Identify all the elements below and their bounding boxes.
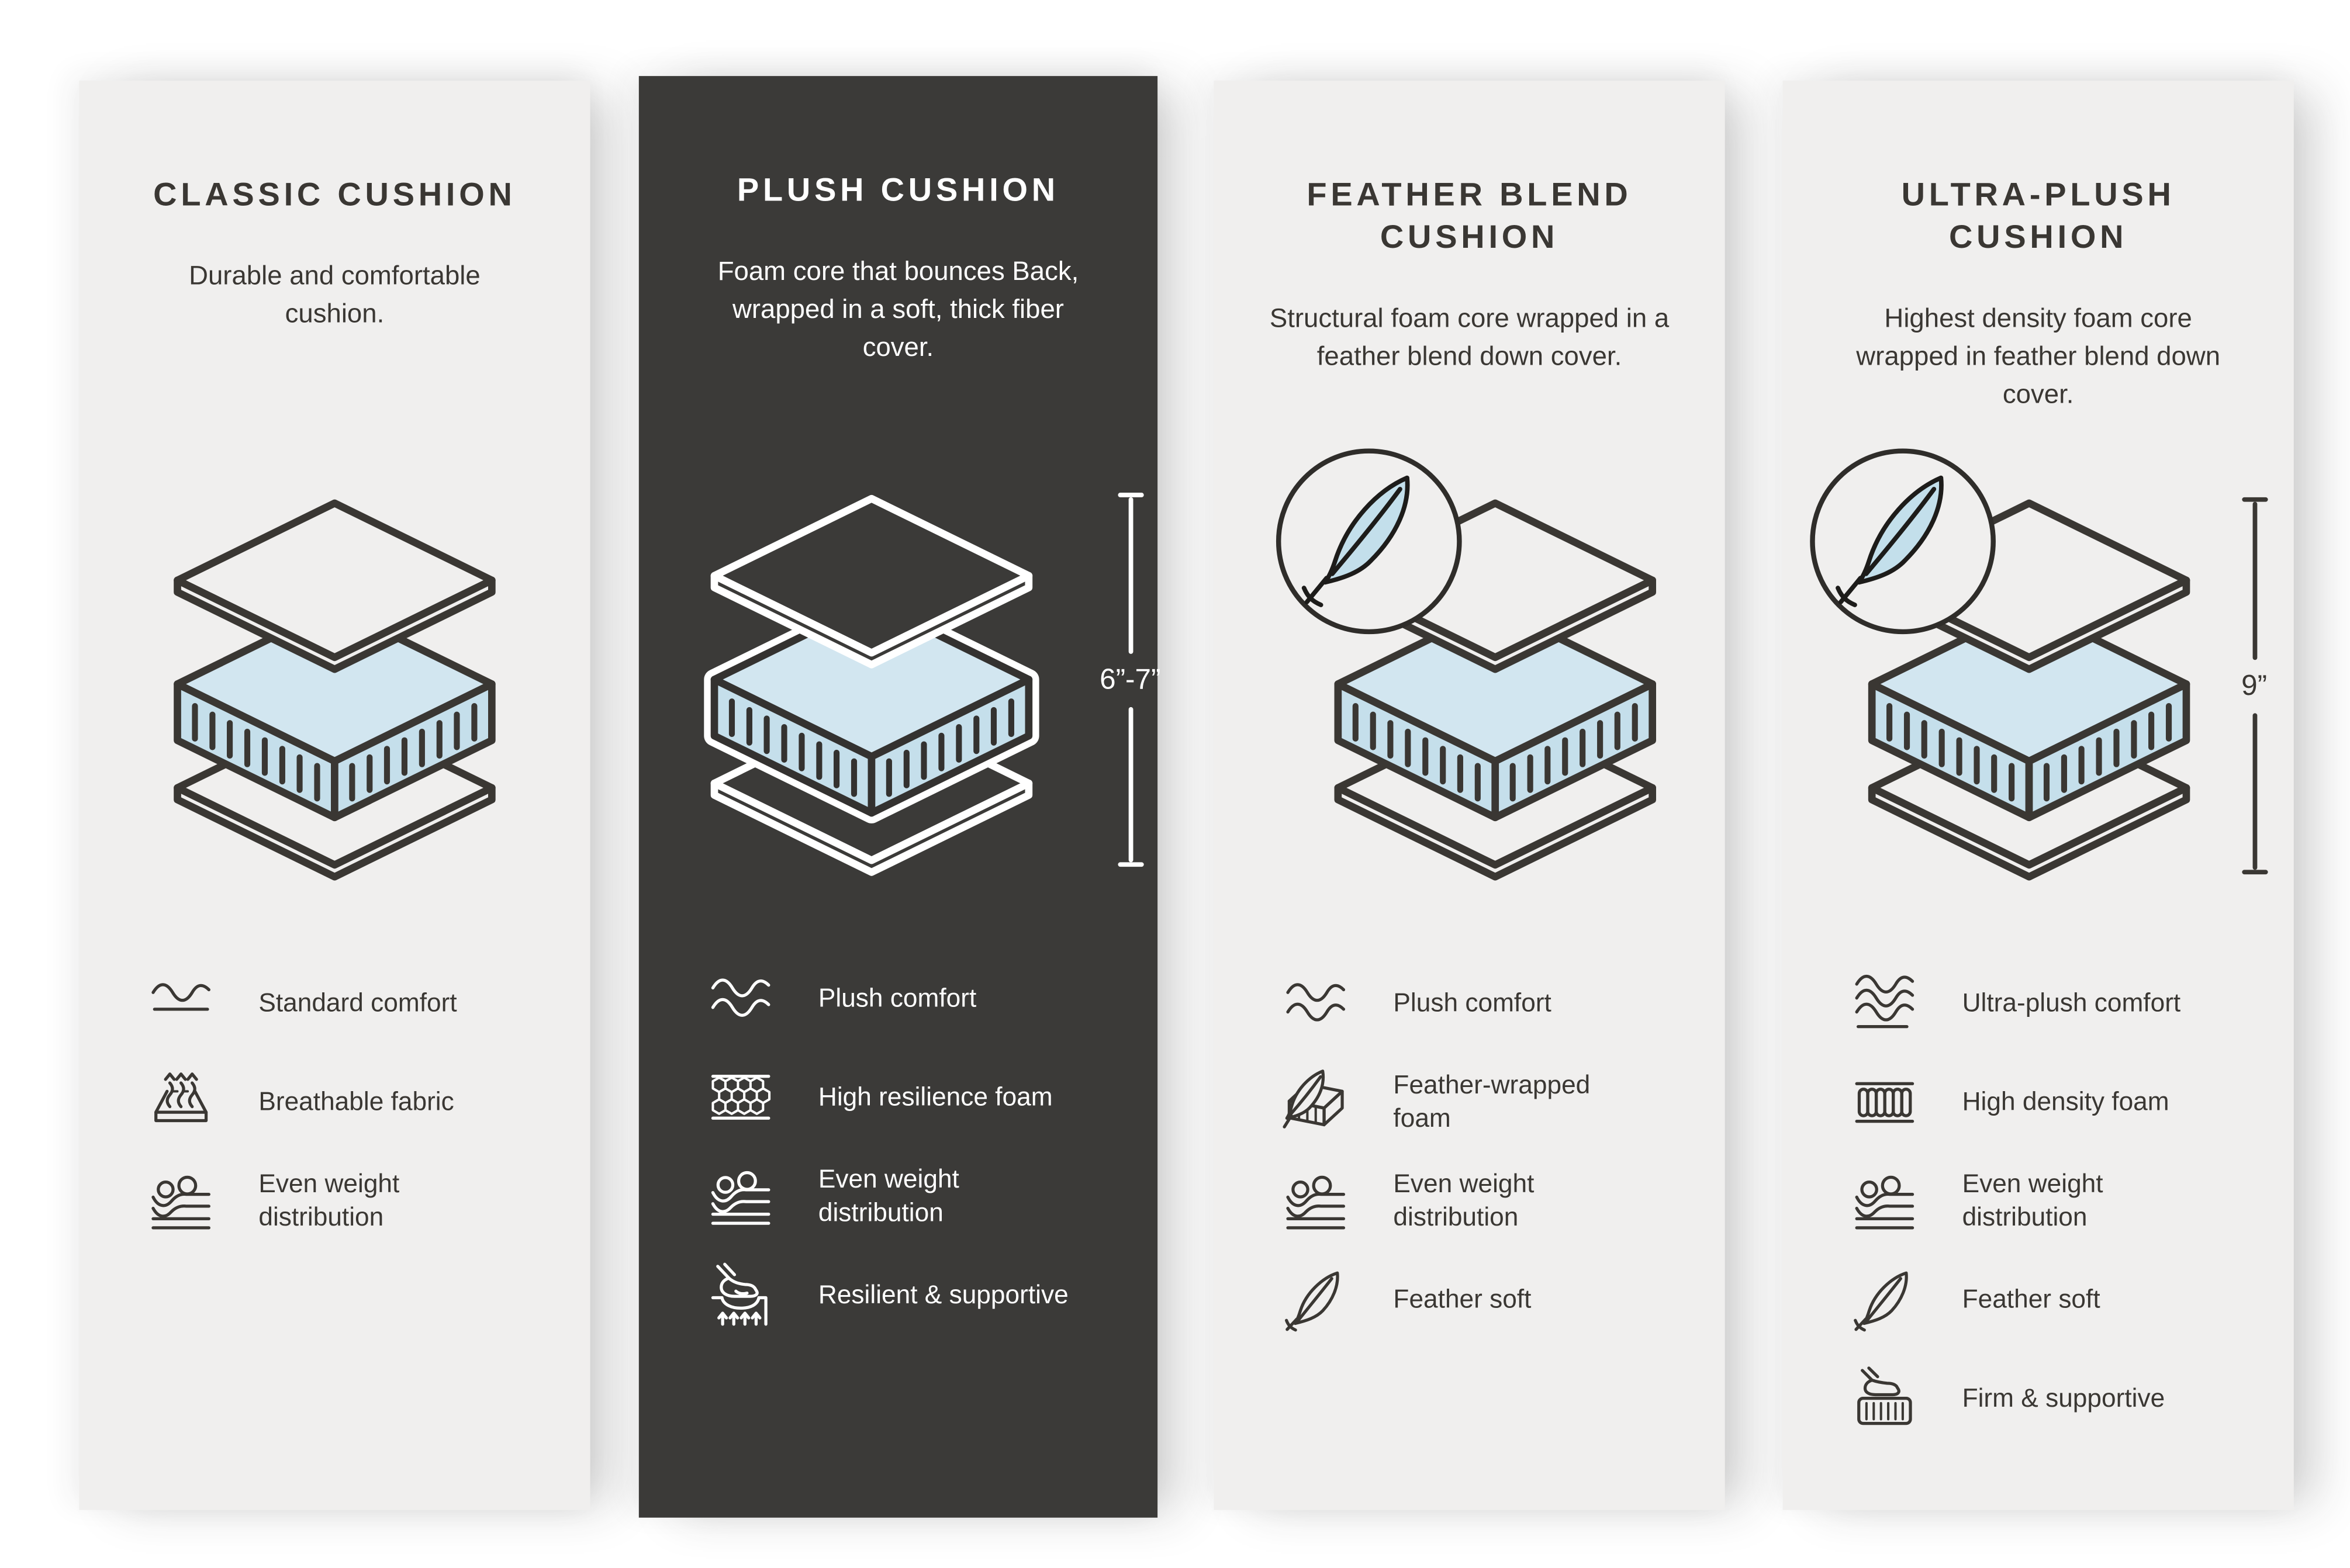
feature-label: Ultra-plush comfort: [1962, 988, 2181, 1017]
feature-label: Even weight distribution: [1962, 1168, 2103, 1232]
foam-cells-icon: [1850, 1068, 1920, 1138]
feature-item: [706, 964, 1157, 1034]
waves-single-icon: [146, 968, 216, 1039]
dimension-cap-bottom: [1117, 862, 1143, 867]
dimension-cap-top: [2241, 497, 2267, 502]
panel-title: FEATHER BLEND CUSHION: [1307, 176, 1632, 255]
panel-description: Durable and comfortable cushion.: [189, 259, 481, 328]
feature-item: [146, 1167, 590, 1237]
feature-list: [1783, 968, 2294, 1434]
feature-label: Firm & supportive: [1962, 1383, 2165, 1413]
dimension-cap-bottom: [2241, 870, 2267, 874]
foot-press-icon: [706, 1261, 776, 1331]
height-measurement-label: 9”: [2241, 670, 2268, 702]
cushion-illustration: [639, 399, 1161, 901]
feature-item: [706, 1162, 1157, 1232]
panel-description: Highest density foam core wrapped in feather blend down cover.: [1856, 302, 2221, 409]
feature-label: Standard comfort: [258, 988, 457, 1017]
feature-item: [1281, 1068, 1725, 1138]
cushion-layers-diagram: [694, 493, 1050, 889]
panel-header: [1783, 81, 2294, 409]
height-measurement-label: 6”-7”: [1100, 663, 1161, 696]
feature-label: Plush comfort: [1393, 988, 1551, 1017]
panel-classic-cushion: [79, 81, 590, 1510]
cushion-illustration: [1783, 403, 2294, 905]
feature-label: Plush comfort: [818, 983, 977, 1013]
feature-list: [1214, 968, 1725, 1335]
feature-item: [1281, 1265, 1725, 1335]
panel-plush-cushion: [639, 76, 1161, 1518]
dimension-segment-bottom: [2252, 712, 2256, 870]
panel-title: PLUSH CUSHION: [737, 172, 1060, 209]
even-weight-icon: [1850, 1167, 1920, 1237]
even-weight-icon: [1281, 1167, 1351, 1237]
panel-header: [639, 76, 1157, 399]
even-weight-icon: [146, 1167, 216, 1237]
breathable-icon: [146, 1068, 216, 1138]
feature-item: [1850, 968, 2294, 1039]
feather-foam-icon: [1281, 1068, 1351, 1138]
feature-label: High resilience foam: [818, 1082, 1053, 1112]
dimension-segment-top: [1128, 497, 1132, 653]
panel-description: Foam core that bounces Back, wrapped in a soft, thick fiber cover.: [717, 255, 1079, 362]
cushion-layers-diagram: [157, 497, 513, 894]
feather-icon: [1850, 1265, 1920, 1335]
dimension-cap-top: [1117, 493, 1143, 497]
feature-label: Feather soft: [1962, 1285, 2100, 1314]
feature-label: High density foam: [1962, 1086, 2169, 1116]
feature-item: [706, 1063, 1157, 1133]
height-dimension-line: [2227, 497, 2282, 874]
foot-firm-icon: [1850, 1364, 1920, 1434]
feature-item: [1281, 968, 1725, 1039]
feature-item: [146, 1068, 590, 1138]
feature-item: [146, 968, 590, 1039]
panel-ultra-plush-cushion: [1783, 81, 2294, 1510]
cushion-illustration: [79, 403, 590, 905]
feature-label: Even weight distribution: [1393, 1168, 1535, 1232]
feature-label: Breathable fabric: [258, 1086, 454, 1116]
cushion-illustration: [1214, 403, 1725, 905]
feather-circle-icon: [1804, 442, 2002, 640]
waves-triple-icon: [1850, 968, 1920, 1039]
feature-list: [79, 968, 590, 1236]
feature-label: Even weight distribution: [258, 1168, 400, 1232]
panel-title: ULTRA-PLUSH CUSHION: [1901, 176, 2175, 255]
height-dimension-line: [1100, 493, 1161, 867]
panel-title: CLASSIC CUSHION: [153, 176, 516, 213]
feature-item: [1850, 1364, 2294, 1434]
panel-description: Structural foam core wrapped in a feather blend down cover.: [1269, 302, 1670, 371]
feature-item: [1850, 1265, 2294, 1335]
feature-item: [1850, 1068, 2294, 1138]
feature-item: [1850, 1167, 2294, 1237]
dimension-segment-top: [2252, 502, 2256, 659]
feather-icon: [1281, 1265, 1351, 1335]
dimension-segment-bottom: [1128, 707, 1132, 863]
panel-feather-blend-cushion: [1214, 81, 1725, 1510]
feature-list: [639, 964, 1157, 1331]
feature-item: [1281, 1167, 1725, 1237]
feature-label: Feather-wrapped foam: [1393, 1069, 1591, 1133]
feather-circle-icon: [1270, 442, 1468, 640]
waves-double-icon: [706, 964, 776, 1034]
panel-header: [79, 81, 590, 403]
waves-double-icon: [1281, 968, 1351, 1039]
even-weight-icon: [706, 1162, 776, 1232]
honeycomb-icon: [706, 1063, 776, 1133]
feature-item: [706, 1261, 1157, 1331]
feature-label: Resilient & supportive: [818, 1280, 1069, 1309]
panel-header: [1214, 81, 1725, 403]
feature-label: Even weight distribution: [818, 1164, 959, 1227]
feature-label: Feather soft: [1393, 1285, 1532, 1314]
